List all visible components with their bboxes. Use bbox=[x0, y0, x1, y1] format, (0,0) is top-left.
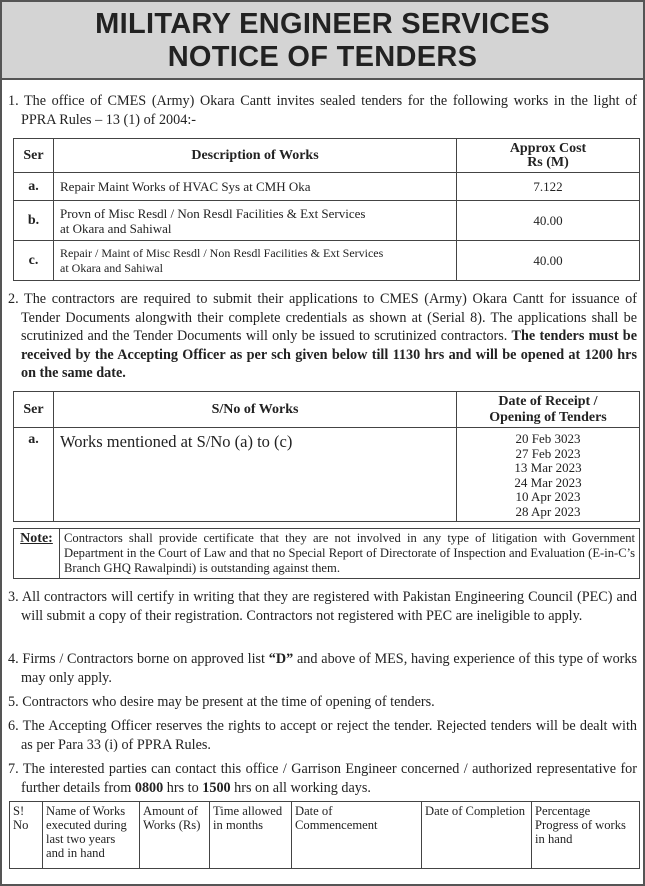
cost-cell: 40.00 bbox=[457, 241, 640, 281]
schedule-table bbox=[13, 391, 640, 522]
paragraph-3: 3. All contractors will certify in writing that they are registered with Pakistan Engineering Council (PEC) and will submit a copy of their registration. Contractors not registered with PEC are ineligible to apply. bbox=[8, 589, 637, 624]
table-row bbox=[14, 241, 640, 281]
date: 27 Feb 2023 bbox=[515, 445, 581, 461]
works-table bbox=[13, 138, 640, 281]
cost-cell: 7.122 bbox=[457, 173, 640, 201]
col-commencement: Date of Commencement bbox=[292, 802, 422, 869]
date: 24 Mar 2023 bbox=[514, 474, 582, 490]
desc-cell bbox=[54, 201, 457, 241]
col-amount: Amount of Works (Rs) bbox=[140, 802, 210, 869]
table-row bbox=[14, 201, 640, 241]
p4-a: 4. Firms / Contractors borne on approved list bbox=[8, 651, 269, 667]
col-sno: S! No bbox=[10, 802, 43, 869]
col-ser: Ser bbox=[14, 139, 54, 173]
col-cost-line1: Approx Cost bbox=[509, 140, 587, 156]
p7-a: 7. The interested parties can contact this office / Garrison Engineer concerned / authorized representative for further details from bbox=[8, 761, 637, 796]
table-row bbox=[14, 173, 640, 201]
paragraph-1: 1. The office of CMES (Army) Okara Cantt invites sealed tenders for the following works in the light of PPRA Rules – 13 (1) of 2004:- bbox=[8, 93, 637, 128]
col-completion: Date of Completion bbox=[422, 802, 532, 869]
p4-c: and above of MES, having experience of this type of works may only apply. bbox=[21, 651, 638, 686]
col-dates-line1: Date of Receipt / bbox=[498, 393, 598, 409]
ser-cell: c. bbox=[14, 241, 54, 281]
header-subtitle: NOTICE OF TENDERS bbox=[167, 41, 478, 73]
col-cost-line2: Rs (M) bbox=[527, 154, 569, 170]
col-ser: Ser bbox=[14, 392, 54, 428]
desc-line1: Provn of Misc Resdl / Non Resdl Facilities & Ext Services bbox=[60, 205, 366, 221]
col-dates-line2: Opening of Tenders bbox=[489, 409, 607, 425]
table-header-row bbox=[14, 139, 640, 173]
paragraph-2-text: 2. The contractors are required to submit their applications to CMES (Army) Okara Cantt for issuance of Tender Documents alongwith their complete credentials as shown at (Serial 8). The applications shall be scrutinized and the Tender Documents will only be issued to scrutinized contractors. bbox=[8, 291, 637, 344]
ser-cell: a. bbox=[14, 428, 54, 522]
col-name-of-works: Name of Works executed during last two years and in hand bbox=[43, 802, 140, 869]
dates-cell bbox=[457, 428, 640, 522]
paragraph-4 bbox=[8, 650, 637, 687]
header-title: MILITARY ENGINEER SERVICES bbox=[95, 8, 550, 40]
paragraph-2 bbox=[8, 290, 637, 383]
paragraph-2-bold: The tenders must be received by the Accepting Officer as per sch given below till 1130 hrs and will be opened at 1200 hrs on the same date. bbox=[21, 328, 637, 381]
ser-cell: a. bbox=[14, 173, 54, 201]
works-cell: Works mentioned at S/No (a) to (c) bbox=[54, 428, 457, 522]
note-text: Contractors shall provide certificate that they are not involved in any type of litigation with Government Department in the Court of Law and that no Special Report of Directorate of Inspection and Evaluation (E-in-C’s Branch GHQ Rawalpindi) is outstanding against them. bbox=[60, 529, 640, 579]
desc-line2: at Okara and Sahiwal bbox=[60, 260, 163, 275]
p4-bold: “D” bbox=[268, 651, 294, 667]
paragraph-6: 6. The Accepting Officer reserves the rights to accept or reject the tender. Rejected tenders will be dealt with as per Para 33 (i) of PPRA Rules. bbox=[8, 718, 637, 753]
p7-bold-from: 0800 bbox=[134, 779, 164, 796]
date: 28 Apr 2023 bbox=[515, 503, 581, 519]
table-header-row bbox=[10, 802, 640, 869]
desc-cell: Repair Maint Works of HVAC Sys at CMH Oka bbox=[54, 173, 457, 201]
note-box bbox=[13, 528, 640, 579]
desc-cell bbox=[54, 241, 457, 281]
note-label: Note: bbox=[14, 529, 60, 579]
col-description: Description of Works bbox=[54, 139, 457, 173]
col-cost bbox=[457, 139, 640, 173]
col-dates bbox=[457, 392, 640, 428]
col-progress: Percentage Progress of works in hand bbox=[532, 802, 640, 869]
p7-e: hrs on all working days. bbox=[230, 779, 371, 796]
date: 10 Apr 2023 bbox=[515, 489, 581, 504]
desc-line1: Repair / Maint of Misc Resdl / Non Resdl Facilities & Ext Services bbox=[60, 245, 384, 260]
paragraph-5: 5. Contractors who desire may be present at the time of opening of tenders. bbox=[8, 694, 435, 710]
date: 13 Mar 2023 bbox=[514, 460, 582, 475]
cost-cell: 40.00 bbox=[457, 201, 640, 241]
experience-table bbox=[9, 801, 640, 869]
col-time-allowed: Time allowed in months bbox=[210, 802, 292, 869]
ser-cell: b. bbox=[14, 201, 54, 241]
notice-header bbox=[2, 2, 643, 80]
paragraph-7 bbox=[8, 760, 637, 797]
date: 20 Feb 3023 bbox=[515, 431, 581, 446]
p7-c: hrs to bbox=[163, 779, 203, 796]
table-row bbox=[14, 428, 640, 522]
p7-bold-to: 1500 bbox=[202, 779, 231, 796]
col-works: S/No of Works bbox=[54, 392, 457, 428]
desc-line2: at Okara and Sahiwal bbox=[60, 220, 172, 236]
table-header-row bbox=[14, 392, 640, 428]
